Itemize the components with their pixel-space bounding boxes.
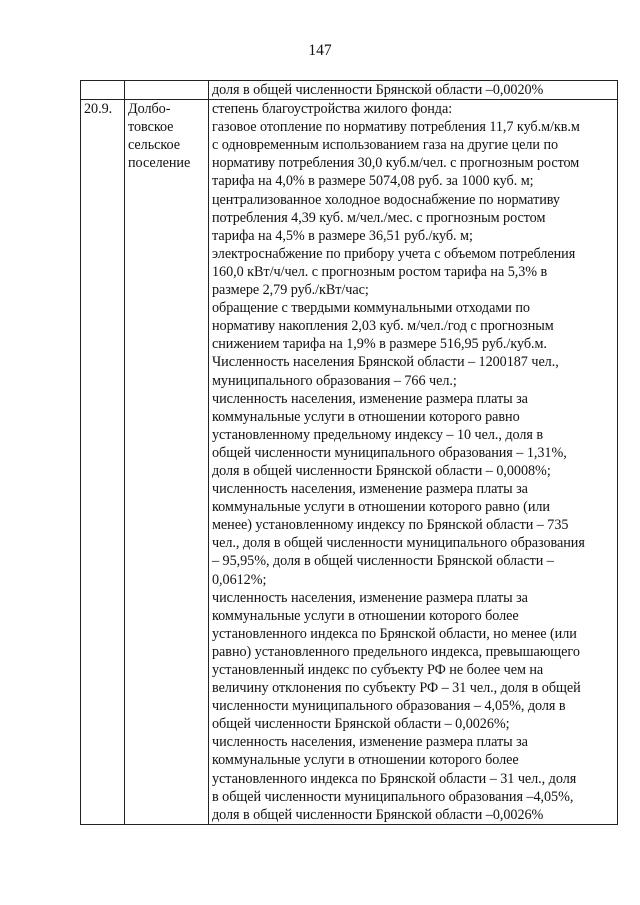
content-line: снижением тарифа на 1,9% в размере 516,95 руб./куб.м. — [212, 336, 547, 353]
municipality-name-line: поселение — [128, 155, 191, 172]
content-line: коммунальные услуги в отношении которого равно — [212, 408, 520, 425]
content-line: коммунальные услуги в отношении которого равно (или — [212, 499, 550, 516]
content-line: доля в общей численности Брянской области –0,0020% — [212, 82, 544, 98]
content-line: потребления 4,39 куб. м/чел./мес. с прогнозным ростом — [212, 209, 546, 226]
cell-row-number — [81, 100, 125, 825]
municipality-name-line: Долбо- — [128, 101, 171, 118]
content-line: централизованное холодное водоснабжение по нормативу — [212, 191, 560, 208]
content-line: величину отклонения по субъекту РФ – 31 чел., доля в общей — [212, 680, 581, 697]
cell-content-continuation — [209, 81, 618, 100]
content-line: – 95,95%, доля в общей численности Брянской области – — [212, 553, 554, 570]
content-line: установленный индекс по субъекту РФ не более чем на — [212, 662, 544, 678]
content-line: с одновременным использованием газа на другие цели по — [212, 137, 559, 154]
content-line: газовое отопление по нормативу потребления 11,7 куб.м/кв.м — [212, 119, 580, 136]
table-row — [81, 100, 618, 825]
content-line: общей численности муниципального образования – 1,31%, — [212, 444, 567, 461]
content-line: электроснабжение по прибору учета с объемом потребления — [212, 245, 576, 262]
content-line: установленному предельному индексу – 10 чел., доля в — [212, 426, 544, 443]
document-table — [80, 80, 618, 825]
content-line: численность населения, изменение размера платы за — [212, 589, 528, 606]
content-line: численности муниципального образования – 4,05%, доля в — [212, 698, 566, 715]
content-line: установленного индекса по Брянской области, но менее (или — [212, 625, 577, 642]
content-line: численность населения, изменение размера платы за — [212, 734, 528, 751]
cell-name-empty — [125, 81, 209, 100]
content-line: 160,0 кВт/ч/чел. с прогнозным ростом тарифа на 5,3% в — [212, 263, 548, 280]
municipality-name-line: сельское — [128, 137, 180, 154]
content-line: степень благоустройства жилого фонда: — [212, 101, 453, 118]
content-line: тарифа на 4,5% в размере 36,51 руб./куб. м; — [212, 227, 473, 244]
content-line: 0,0612%; — [212, 571, 267, 588]
content-line: менее) установленному индексу по Брянской области – 735 — [212, 517, 569, 534]
table-row-continuation — [81, 81, 618, 100]
page-number: 147 — [308, 42, 332, 59]
content-line: численность населения, изменение размера платы за — [212, 390, 528, 407]
content-line: установленного индекса по Брянской области – 31 чел., доля — [212, 770, 577, 787]
content-line: равно) установленного предельного индекса, превышающего — [212, 643, 580, 660]
content-line: коммунальные услуги в отношении которого более — [212, 607, 519, 624]
content-line: коммунальные услуги в отношении которого более — [212, 752, 519, 769]
content-line: Численность населения Брянской области – 1200187 чел., — [212, 354, 559, 371]
cell-municipality-name — [125, 100, 209, 825]
content-line: размере 2,79 руб./кВт/час; — [212, 282, 369, 299]
content-line: в общей численности муниципального образования –4,05%, — [212, 788, 574, 805]
cell-number-empty — [81, 81, 125, 100]
cell-content — [209, 100, 618, 825]
municipality-name-line: товское — [128, 119, 174, 136]
content-line: нормативу накопления 2,03 куб. м/чел./год с прогнозным — [212, 318, 554, 335]
content-line: чел., доля в общей численности муниципального образования — [212, 535, 585, 552]
row-number: 20.9. — [84, 101, 113, 118]
content-line: доля в общей численности Брянской области –0,0026% — [212, 806, 544, 823]
content-line: нормативу потребления 30,0 куб.м/чел. с прогнозным ростом — [212, 155, 580, 172]
content-line: тарифа на 4,0% в размере 5074,08 руб. за 1000 куб. м; — [212, 173, 534, 190]
content-line: муниципального образования – 766 чел.; — [212, 372, 457, 389]
content-line: общей численности Брянской области – 0,0026%; — [212, 716, 510, 733]
content-line: обращение с твердыми коммунальными отходами по — [212, 300, 530, 317]
content-line: численность населения, изменение размера платы за — [212, 481, 528, 498]
content-line: доля в общей численности Брянской области – 0,0008%; — [212, 462, 551, 479]
